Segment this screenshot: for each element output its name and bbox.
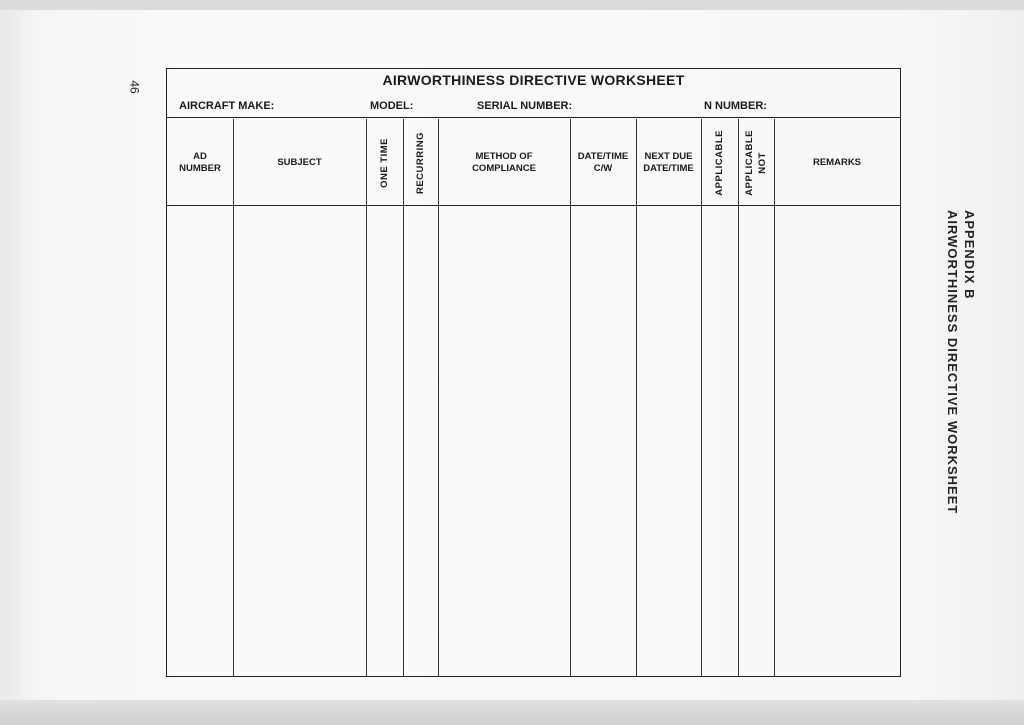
column-header-applicable: APPLICABLE (714, 130, 725, 196)
column-header-next-due: NEXT DUE DATE/TIME (643, 151, 694, 174)
column-header-subject: SUBJECT (277, 157, 322, 168)
column-header-date-time-cw: DATE/TIME C/W (577, 151, 629, 174)
appendix-side-label (940, 210, 978, 540)
column-header-one-time: ONE TIME (379, 138, 390, 188)
header-divider (167, 117, 900, 118)
scan-edge-bottom (0, 700, 1024, 725)
aircraft-make-label: AIRCRAFT MAKE: (179, 100, 275, 112)
ad-worksheet-form (166, 68, 901, 677)
column-header-ad-number: AD NUMBER (179, 151, 221, 174)
column-header-not-applicable: NOT APPLICABLE (744, 130, 768, 196)
column-header-remarks: REMARKS (812, 157, 862, 168)
column-header-recurring: RECURRING (415, 131, 426, 195)
page-number: 46 (127, 80, 142, 94)
column-header-divider (167, 205, 900, 206)
worksheet-title: AIRWORTHINESS DIRECTIVE WORKSHEET (382, 72, 685, 88)
serial-number-label: SERIAL NUMBER: (477, 100, 573, 112)
appendix-label: APPENDIX B (962, 210, 977, 300)
model-label: MODEL: (370, 100, 414, 112)
n-number-label: N NUMBER: (704, 100, 767, 112)
column-header-method-of-compliance: METHOD OF COMPLIANCE (472, 151, 536, 174)
appendix-subtitle: AIRWORTHINESS DIRECTIVE WORKSHEET (945, 210, 960, 515)
scan-edge-top (0, 0, 1024, 10)
